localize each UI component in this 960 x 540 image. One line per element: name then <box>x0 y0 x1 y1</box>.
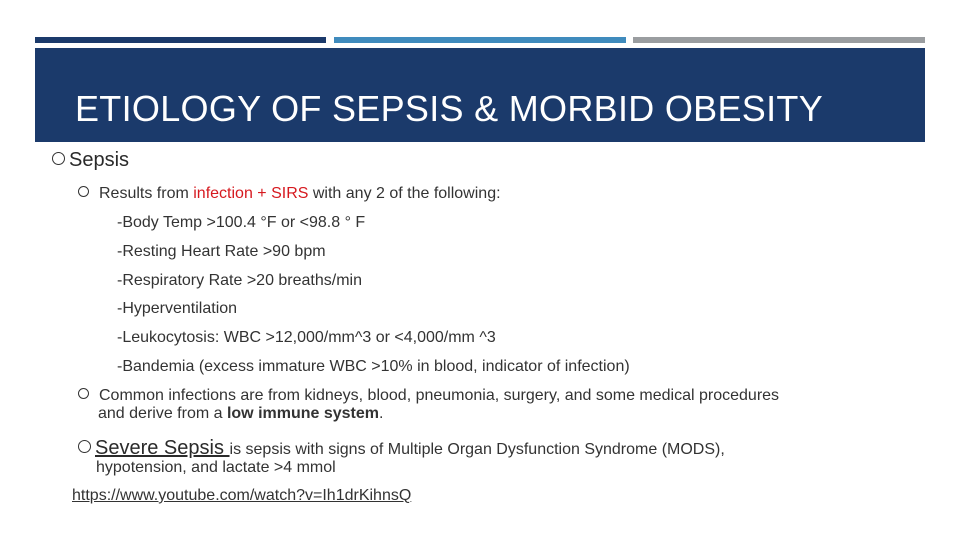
criterion-heart-rate: -Resting Heart Rate >90 bpm <box>117 243 326 260</box>
common-line2: and derive from a low immune system. <box>98 405 384 422</box>
results-highlight: infection + SIRS <box>193 185 309 202</box>
sepsis-heading: Sepsis <box>69 149 130 171</box>
severe-sepsis-title: Severe Sepsis <box>95 437 230 459</box>
bullet-circle-icon <box>52 152 65 165</box>
title-band <box>35 48 925 142</box>
slide-title: ETIOLOGY OF SEPSIS & MORBID OBESITY <box>75 88 824 129</box>
criterion-leukocytosis: -Leukocytosis: WBC >12,000/mm^3 or <4,000/mm ^3 <box>117 329 496 346</box>
common-line1: Common infections are from kidneys, blood, pneumonia, surgery, and some medical procedures <box>99 387 780 404</box>
accent-bar-middle <box>334 37 626 43</box>
youtube-link[interactable]: https://www.youtube.com/watch?v=Ih1drKihnsQ <box>72 487 412 504</box>
bullet-results <box>78 185 501 203</box>
bullet-circle-icon <box>78 388 89 399</box>
accent-bar-left <box>35 37 326 43</box>
low-immune-system: low immune system <box>226 405 379 422</box>
criterion-body-temp: -Body Temp >100.4 °F or <98.8 ° F <box>117 214 366 231</box>
bullet-circle-icon <box>78 186 89 197</box>
bullet-sepsis <box>52 149 129 172</box>
bullet-severe-sepsis <box>78 437 725 460</box>
severe-sepsis-text: is sepsis with signs of Multiple Organ Dysfunction Syndrome (MODS), <box>229 441 725 458</box>
criterion-hyperventilation: -Hyperventilation <box>117 300 238 317</box>
bullet-circle-icon <box>78 440 91 453</box>
criterion-respiratory-rate: -Respiratory Rate >20 breaths/min <box>117 272 362 289</box>
severe-sepsis-text-line2: hypotension, and lactate >4 mmol <box>96 459 336 476</box>
results-prefix: Results from <box>99 185 194 202</box>
bullet-common-infections <box>78 387 779 405</box>
results-suffix: with any 2 of the following: <box>308 185 501 202</box>
accent-bar-right <box>633 37 925 43</box>
criterion-bandemia: -Bandemia (excess immature WBC >10% in blood, indicator of infection) <box>117 358 630 375</box>
